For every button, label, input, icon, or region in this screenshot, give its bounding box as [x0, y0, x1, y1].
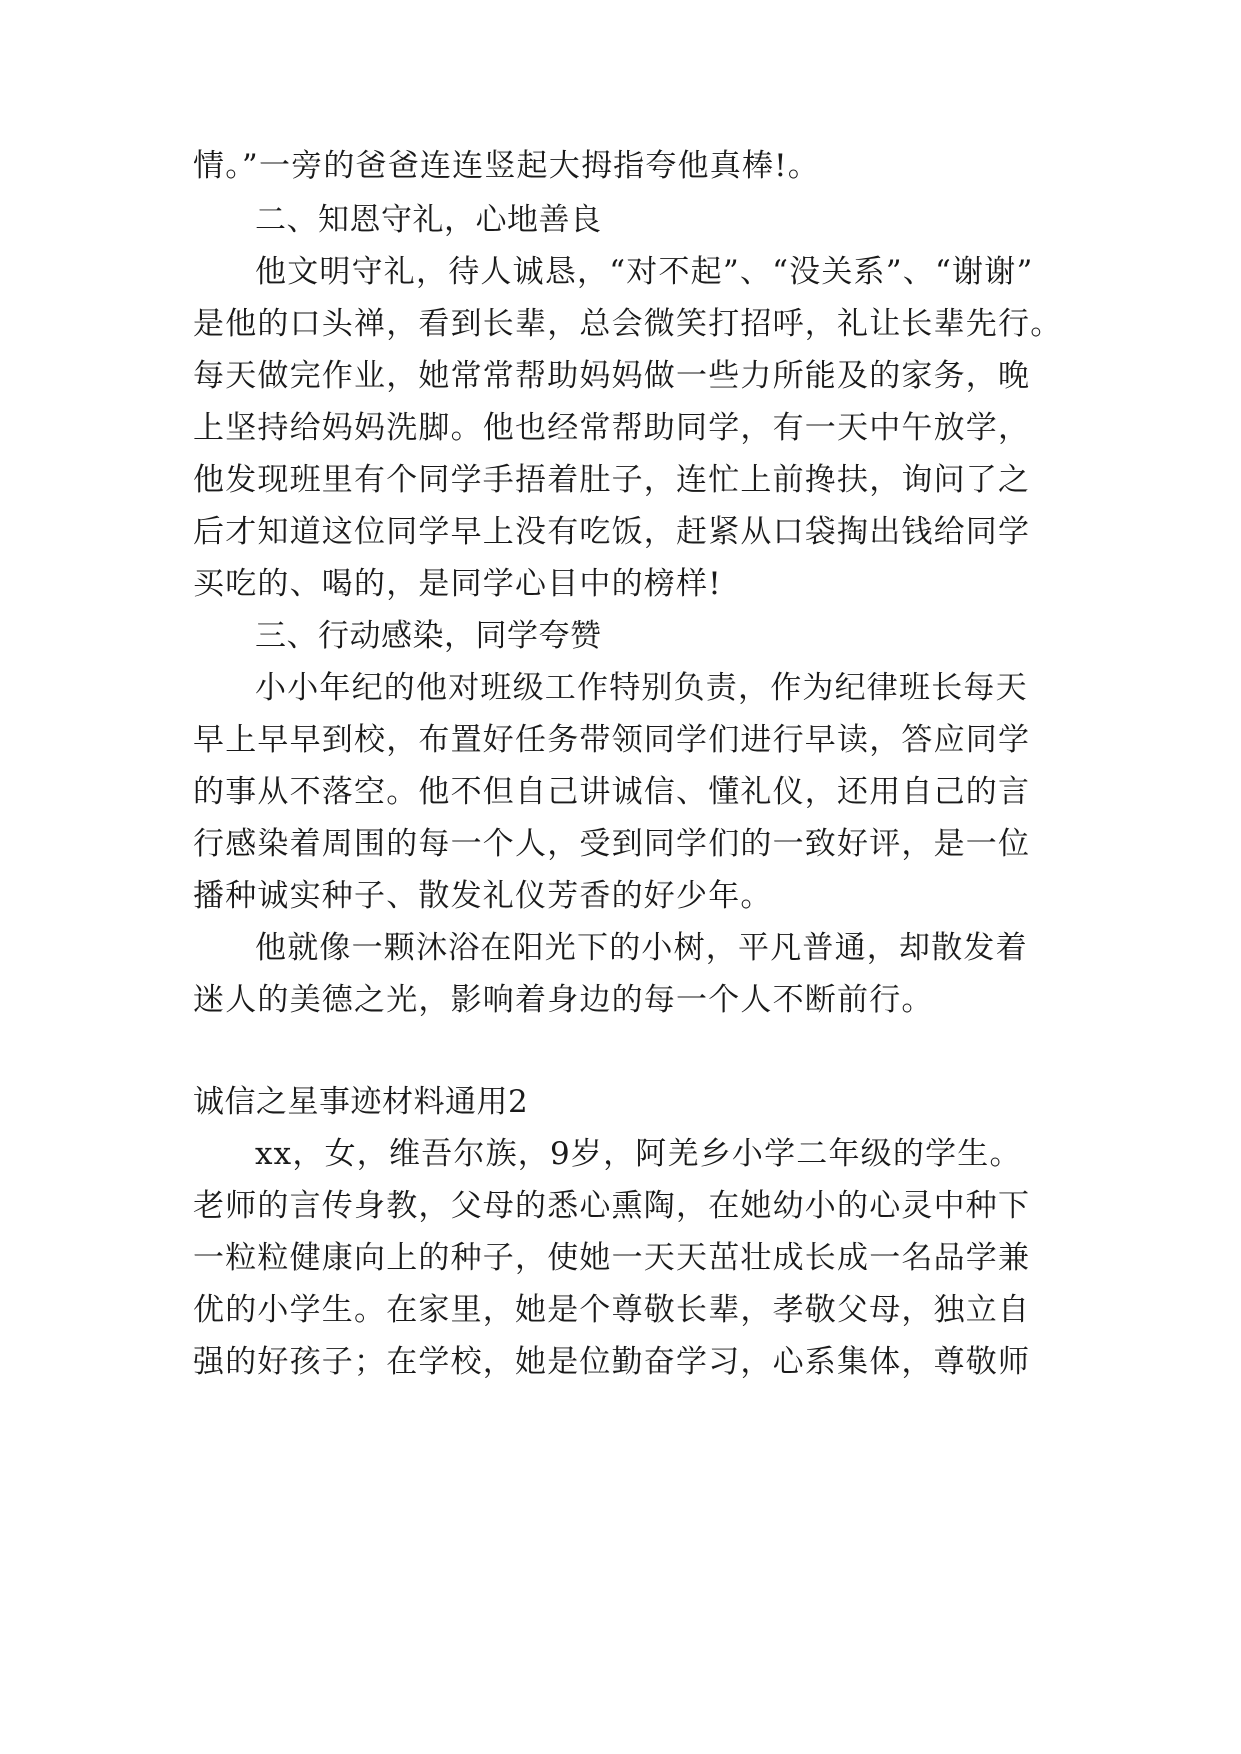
text-line: 买吃的、喝的，是同学心目中的榜样! [193, 566, 722, 602]
section-heading: 二、知恩守礼，心地善良 [255, 202, 602, 238]
text-line: 的事从不落空。他不但自己讲诚信、懂礼仪，还用自己的言 [193, 774, 1031, 810]
text-line: 每天做完作业，她常常帮助妈妈做一些力所能及的家务，晚 [193, 358, 1031, 394]
text-line: xx，女，维吾尔族，9岁，阿羌乡小学二年级的学生。 [255, 1136, 1022, 1172]
text-line: 他就像一颗沐浴在阳光下的小树，平凡普通，却散发着 [255, 930, 1028, 966]
text-line: 播种诚实种子、散发礼仪芳香的好少年。 [193, 878, 773, 914]
text-line: 迷人的美德之光，影响着身边的每一个人不断前行。 [193, 982, 934, 1018]
text-line: 上坚持给妈妈洗脚。他也经常帮助同学，有一天中午放学， [193, 410, 1031, 446]
article-title: 诚信之星事迹材料通用2 [193, 1084, 529, 1120]
text-line: 他文明守礼，待人诚恳，“对不起”、“没关系”、“谢谢” [255, 254, 1034, 290]
text-line: 早上早早到校，布置好任务带领同学们进行早读，答应同学 [193, 722, 1031, 758]
text-line: 他发现班里有个同学手捂着肚子，连忙上前搀扶，询问了之 [193, 462, 1031, 498]
section-heading: 三、行动感染，同学夸赞 [255, 618, 602, 654]
text-line: 后才知道这位同学早上没有吃饭，赶紧从口袋掏出钱给同学 [193, 514, 1031, 550]
text-line: 小小年纪的他对班级工作特别负责，作为纪律班长每天 [255, 670, 1028, 706]
text-line: 行感染着周围的每一个人，受到同学们的一致好评，是一位 [193, 826, 1031, 862]
text-line: 强的好孩子；在学校，她是位勤奋学习，心系集体，尊敬师 [193, 1344, 1031, 1380]
text-line: 情。”一旁的爸爸连连竖起大拇指夸他真棒!。 [193, 148, 821, 184]
text-line: 优的小学生。在家里，她是个尊敬长辈，孝敬父母，独立自 [193, 1292, 1031, 1328]
text-line: 一粒粒健康向上的种子，使她一天天茁壮成长成一名品学兼 [193, 1240, 1031, 1276]
text-line: 老师的言传身教，父母的悉心熏陶，在她幼小的心灵中种下 [193, 1188, 1031, 1224]
text-line: 是他的口头禅，看到长辈，总会微笑打招呼，礼让长辈先行。 [193, 306, 1063, 342]
